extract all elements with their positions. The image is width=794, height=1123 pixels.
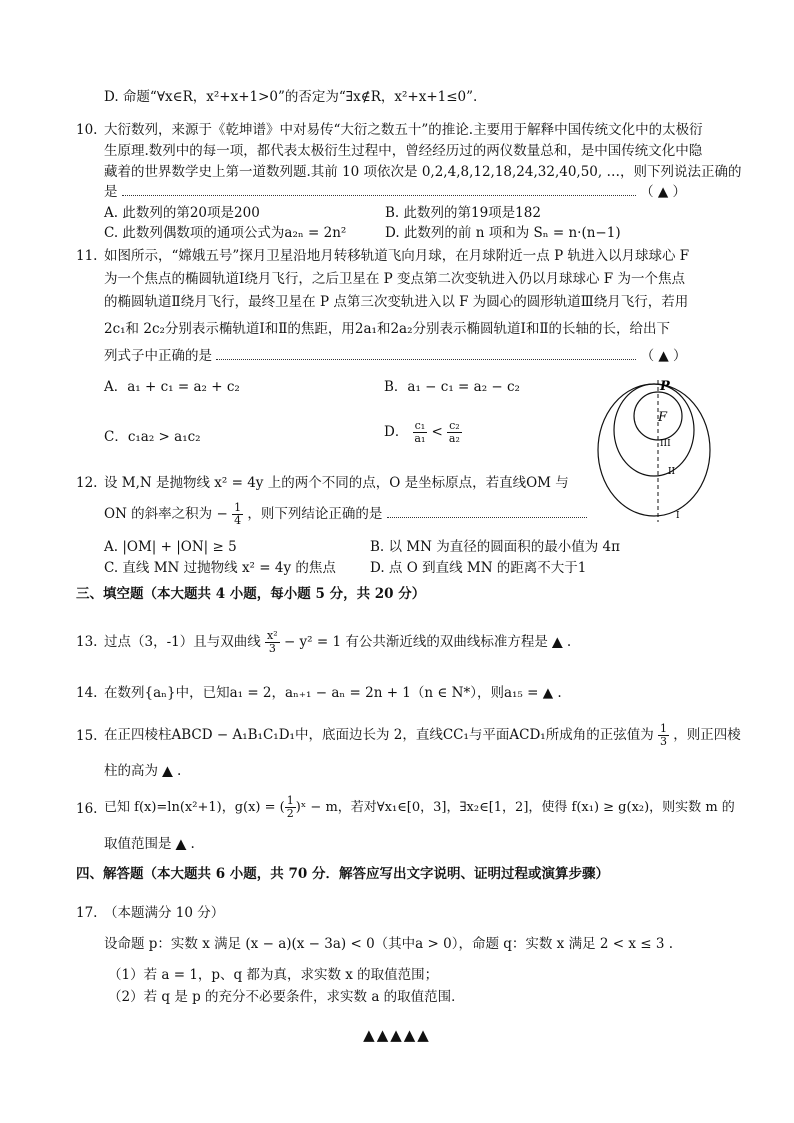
q16-frac-num: 1 (286, 794, 294, 807)
section-4-heading: 四、解答题（本大题共 6 小题，共 70 分．解答应写出文字说明、证明过程或演算步骤） (76, 866, 609, 882)
q11-option-a: A．a₁ + c₁ = a₂ + c₂ (104, 379, 240, 395)
q15-end: . (176, 763, 182, 779)
q11-leader-dots (216, 353, 636, 360)
q10-answer-mark: （ ▲ ） (640, 184, 687, 200)
q11-option-d-frac-2-num: c₂ (449, 419, 460, 432)
q15-line-1 (104, 720, 741, 750)
q15-line-2 (104, 762, 181, 780)
orbit-label-f: F (658, 410, 668, 425)
q9-option-d: D. 命题“∀x∈R，x²+x+1>0”的否定为“∃x∉R，x²+x+1≤0”. (104, 89, 478, 105)
q17-number: 17. (76, 905, 98, 921)
q14-text: 在数列{aₙ}中，已知a₁ = 2，aₙ₊₁ − aₙ = 2n + 1（n ∈ N*），则a₁₅ = (104, 685, 543, 701)
q15-blank-mark: ▲ (162, 763, 173, 779)
q12-frac-num: 1 (234, 501, 242, 514)
q13-frac-num: x² (267, 629, 278, 642)
q16-line-1-a: 已知 f(x)=ln(x²+1)，g(x) = ( (104, 800, 285, 815)
orbit-label-1: I (676, 511, 680, 521)
q11-option-d-frac-1-den: a₁ (414, 432, 426, 445)
q12-option-c: C. 直线 MN 过抛物线 x² = 4y 的焦点 (104, 560, 336, 576)
q10-line-2: 生原理.数列中的每一项，都代表太极衍生过程中，曾经经历过的两仪数量总和，是中国传统文化中隐 (104, 143, 703, 159)
orbit-label-3: III (660, 439, 671, 449)
q11-option-d-frac-1-num: c₁ (414, 419, 426, 432)
orbit-figure (596, 372, 718, 532)
q12-line-1: 设 M,N 是抛物线 x² = 4y 上的两个不同的点，O 是坐标原点，若直线OM 与 (104, 475, 569, 491)
q11-number: 11. (76, 248, 98, 264)
q11-option-d (384, 420, 462, 445)
q12-option-a: A. |OM| + |ON| ≥ 5 (104, 539, 237, 555)
q17-line-1: 设命题 p：实数 x 满足 (x − a)(x − 3a) < 0（其中a > 0），命题 q：实数 x 满足 2 < x ≤ 3 . (104, 936, 674, 952)
q11-option-d-lt: < (431, 424, 443, 440)
q11-answer-mark: （ ▲ ） (640, 348, 687, 364)
q16-line-1 (104, 792, 735, 824)
q12-option-d: D. 点 O 到直线 MN 的距离不大于1 (370, 560, 587, 576)
q10-line-4-text: 是 (104, 184, 118, 200)
q12-line-2-a: ON 的斜率之积为 − (104, 506, 228, 522)
q12-line-2 (104, 502, 587, 527)
q11-line-2: 为一个焦点的椭圆轨道Ⅰ绕月飞行，之后卫星在 P 变点第二次变轨进入仍以月球球心 F 为一个焦点 (104, 271, 685, 287)
q13-frac (265, 630, 280, 655)
q13-end: . (566, 634, 572, 650)
q13-blank-mark: ▲ (552, 634, 563, 650)
page-end-marks: ▲▲▲▲▲ (363, 1026, 431, 1044)
q16-end: . (190, 836, 195, 852)
q16-number: 16. (76, 801, 98, 817)
section-3-heading: 三、填空题（本大题共 4 小题，每小题 5 分，共 20 分） (76, 586, 426, 602)
q13-post: − y² = 1 有公共渐近线的双曲线标准方程是 (283, 634, 548, 650)
q16-frac-den: 2 (286, 807, 294, 820)
q16-line-2 (104, 835, 195, 853)
q11-option-d-frac-2 (447, 420, 462, 445)
orbit-label-p: P (660, 379, 670, 394)
q12-frac-den: 4 (234, 514, 242, 527)
q12-frac (232, 502, 243, 527)
q15-frac (658, 723, 669, 748)
q10-leader-dots (122, 189, 636, 196)
orbit-ellipse-2 (614, 384, 694, 476)
q10-line-3: 藏着的世界数学史上第一道数列题.其前 10 项依次是 0,2,4,8,12,18,24,32,40,50, …，则下列说法正确的 (104, 164, 742, 180)
q15-frac-den: 3 (660, 735, 667, 748)
q10-line-1: 大衍数列，来源于《乾坤谱》中对易传“大衍之数五十”的推论.主要用于解释中国传统文化中的太极衍 (104, 122, 703, 138)
q16-line-2-text: 取值范围是 (104, 836, 172, 852)
q16-frac (285, 795, 296, 820)
q14-blank-mark: ▲ (542, 685, 554, 701)
q11-option-d-frac-1 (413, 420, 428, 445)
q11-option-d-label: D． (384, 424, 409, 440)
q11-option-d-frac-2-den: a₂ (448, 432, 460, 445)
q15-frac-num: 1 (660, 722, 667, 735)
q16-line-1-b: )ˣ − m，若对∀x₁∈[0，3]，∃x₂∈[1，2]，使得 f(x₁) ≥ g(x₂)，则实数 m 的 (295, 800, 735, 815)
q11-line-3: 的椭圆轨道Ⅱ绕月飞行，最终卫星在 P 点第三次变轨进入以 F 为圆心的圆形轨道Ⅲ绕月飞行，若用 (104, 294, 689, 310)
q13-number: 13. (76, 634, 98, 650)
q16-blank-mark: ▲ (175, 836, 187, 852)
q10-option-b: B. 此数列的第19项是182 (385, 205, 541, 221)
q15-line-2-text: 柱的高为 (104, 763, 158, 779)
q12-leader-dots (387, 511, 587, 518)
q11-line-4: 2c₁和 2c₂分别表示椭轨道Ⅰ和Ⅱ的焦距，用2a₁和2a₂分别表示椭圆轨道Ⅰ和Ⅱ的长轴的长，给出下 (104, 321, 671, 337)
q12-line-2-b: ，则下列结论正确的是 (247, 506, 383, 522)
q12-number: 12. (76, 475, 98, 491)
q14-number: 14. (76, 685, 98, 701)
q14-end: . (557, 685, 562, 701)
orbit-ellipse-1 (598, 384, 710, 516)
q10-option-a: A. 此数列的第20项是200 (104, 205, 260, 221)
q17-sub-2: （2）若 q 是 p 的充分不必要条件，求实数 a 的取值范围． (108, 989, 465, 1005)
q15-number: 15. (76, 728, 98, 744)
q12-option-b: B. 以 MN 为直径的圆面积的最小值为 4π (370, 539, 620, 555)
q11-line-1: 如图所示，“嫦娥五号”探月卫星沿地月转移轨道飞向月球，在月球附近一点 P 轨进入以月球球心 F (104, 248, 690, 264)
q15-line-1-a: 在正四棱柱ABCD − A₁B₁C₁D₁中，底面边长为 2，直线CC₁与平面ACD₁所成角的正弦值为 (104, 727, 654, 743)
q10-option-c: C. 此数列偶数项的通项公式为a₂ₙ = 2n² (104, 225, 347, 241)
q11-option-c: C．c₁a₂ > a₁c₂ (104, 429, 201, 445)
q10-option-d: D. 此数列的前 n 项和为 Sₙ = n·(n−1) (385, 225, 621, 241)
q14-line (104, 684, 562, 702)
q17-heading: （本题满分 10 分） (104, 905, 225, 921)
q10-number: 10. (76, 122, 98, 138)
q11-line-5-text: 列式子中正确的是 (104, 348, 212, 364)
q13-line (104, 624, 571, 660)
q11-option-b: B．a₁ − c₁ = a₂ − c₂ (384, 379, 520, 395)
q10-line-4 (104, 183, 686, 201)
q13-frac-den: 3 (268, 642, 276, 655)
q13-pre: 过点（3，-1）且与双曲线 (104, 634, 266, 650)
q17-sub-1: （1）若 a = 1，p、q 都为真，求实数 x 的取值范围； (108, 967, 439, 983)
q15-line-1-b: ，则正四棱 (673, 727, 741, 743)
orbit-label-2: II (668, 467, 676, 477)
q11-line-5 (104, 347, 687, 365)
